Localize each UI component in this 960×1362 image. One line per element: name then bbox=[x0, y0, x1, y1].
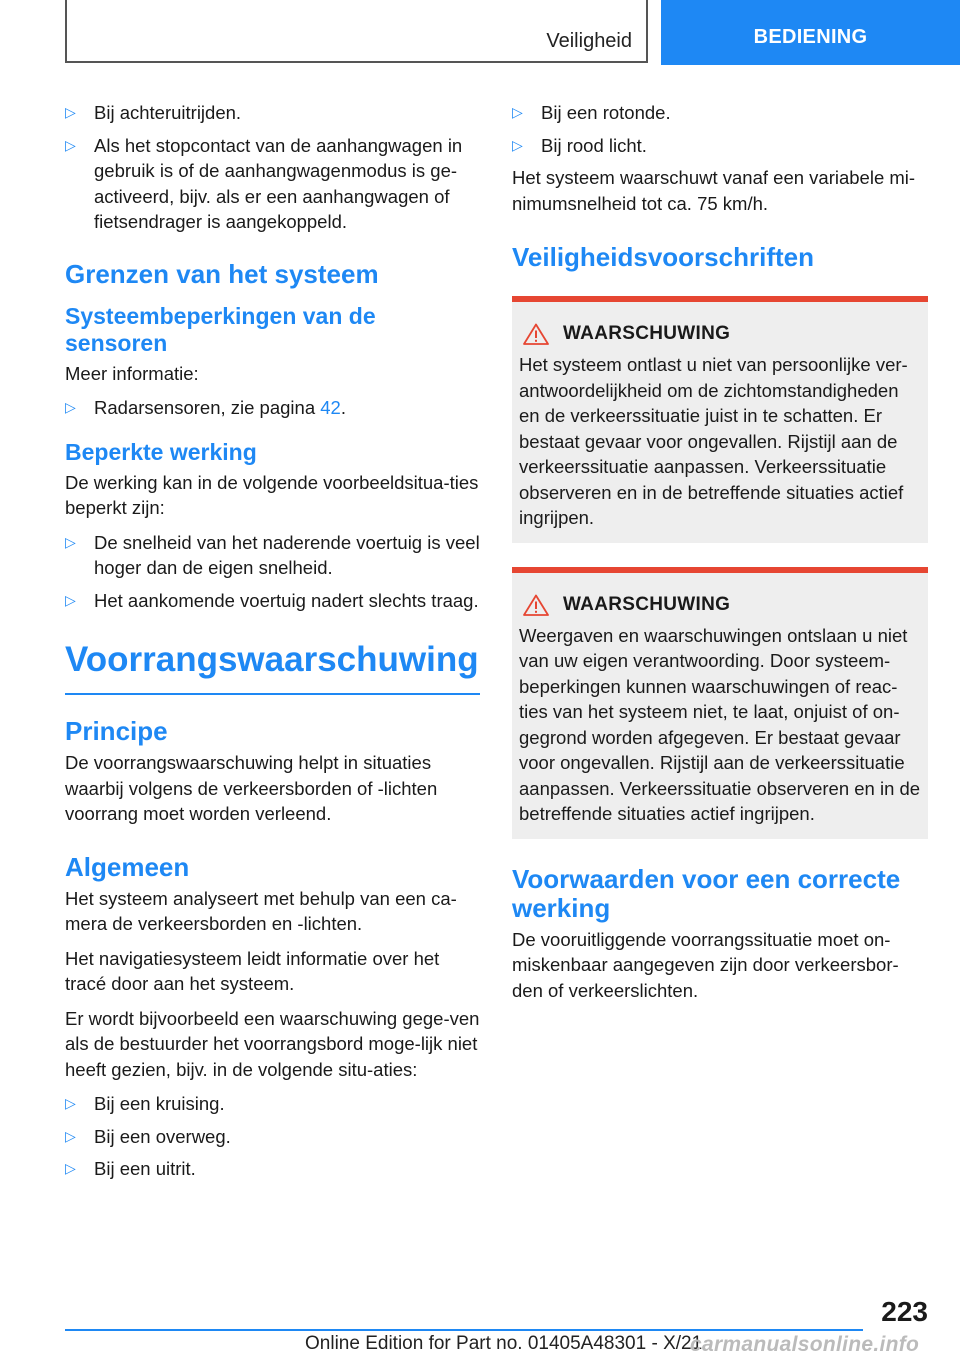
triangle-right-icon: ▷ bbox=[65, 136, 76, 153]
triangle-right-icon: ▷ bbox=[65, 399, 76, 415]
triangle-right-icon: ▷ bbox=[65, 591, 76, 608]
warning-title: WAARSCHUWING bbox=[519, 593, 921, 617]
list-item: ▷ Bij achteruitrijden. bbox=[65, 100, 480, 126]
footer-divider bbox=[65, 1329, 863, 1331]
general-paragraph-2: Het navigatiesysteem leidt informatie over het tracé door aan het systeem. bbox=[65, 947, 440, 994]
list-item: ▷ Het aankomende voertuig nadert slechts traag. bbox=[65, 588, 480, 614]
list-item: ▷ Radarsensoren, zie pagina 42. bbox=[65, 395, 480, 421]
warning-triangle-icon bbox=[523, 594, 549, 616]
general-paragraph-1: Het systeem analyseert met behulp van een ca-mera de verkeersborden en -lichten. bbox=[65, 887, 457, 934]
triangle-right-icon: ▷ bbox=[65, 1160, 76, 1176]
sensor-bullet-list bbox=[65, 395, 480, 421]
warning-text: Weergaven en waarschuwingen ontslaan u niet van uw eigen verantwoording. Door systeem-beperkingen kunnen waarschuwingen of reac-ties van het systeem niet, te laat, onjuist of on-gegrond worden afgegeven. Er bestaat gevaar voor ongevallen. Rijstijl aan de verkeerssituatie aanpassen. Verkeerssituatie observeren en in de betreffende situaties actief ingrijpen. bbox=[519, 624, 921, 824]
list-item: ▷ Bij een rotonde. bbox=[512, 100, 928, 126]
situation-bullet-list bbox=[65, 1091, 480, 1182]
heading-principle: Principe bbox=[65, 716, 168, 746]
triangle-right-icon: ▷ bbox=[65, 104, 76, 120]
principle-text: De voorrangswaarschuwing helpt in situaties waarbij volgens de verkeersborden of -lichten voorrang moet worden verleend. bbox=[65, 752, 438, 824]
header-chapter-title: BEDIENING bbox=[753, 26, 868, 48]
right-column bbox=[512, 100, 928, 1012]
general-paragraph-3: Er wordt bijvoorbeeld een waarschuwing gege-ven als de bestuurder het voorrangsbord moge-lijk niet heeft gezien, bijv. in de volgende situ-aties: bbox=[65, 1007, 480, 1080]
triangle-right-icon: ▷ bbox=[65, 533, 76, 550]
list-item: ▷ Bij een uitrit. bbox=[65, 1156, 480, 1182]
limited-text: De werking kan in de volgende voorbeeldsitua-ties beperkt zijn: bbox=[65, 471, 479, 518]
heading-general: Algemeen bbox=[65, 851, 190, 882]
heading-sensor-limits: Systeembeperkingen van de sensoren bbox=[65, 302, 376, 356]
more-info-text: Meer informatie: bbox=[65, 362, 199, 384]
list-item: ▷ Als het stopcontact van de aanhangwagen in gebruik is of de aanhangwagenmodus is ge-activeerd, bijv. als er een aanhangwagen of fietsendrager is aangekoppeld. bbox=[65, 134, 463, 232]
warning-box bbox=[512, 296, 928, 543]
list-item: ▷ Bij een overweg. bbox=[65, 1124, 480, 1150]
page-link-42[interactable]: 42 bbox=[320, 397, 341, 418]
header-section-box bbox=[65, 0, 648, 63]
warning-box bbox=[512, 567, 928, 839]
page-header bbox=[0, 0, 960, 66]
heading-system-limits: Grenzen van het systeem bbox=[65, 258, 379, 289]
speed-text: Het systeem waarschuwt vanaf een variabele mi-nimumsnelheid tot ca. 75 km/h. bbox=[512, 167, 916, 214]
watermark: carmanualsonline.info bbox=[690, 1333, 920, 1356]
triangle-right-icon: ▷ bbox=[65, 1127, 76, 1144]
list-item: ▷ Bij een kruising. bbox=[65, 1091, 480, 1117]
situation-bullet-list-continued bbox=[512, 100, 928, 158]
heading-safety-instructions: Veiligheidsvoorschriften bbox=[512, 242, 814, 272]
header-chapter-tab bbox=[661, 0, 960, 65]
heading-conditions: Voorwaarden voor een correcte werking bbox=[512, 863, 901, 923]
warning-triangle-icon bbox=[523, 323, 549, 345]
warning-text: Het systeem ontlast u niet van persoonlijke ver-antwoordelijkheid om de zichtomstandigheden en de verkeerssituatie juist in te schatten. Er bestaat gevaar voor ongevallen. Rijstijl aan de verkeerssituatie aanpassen. Verkeerssituatie observeren en in de betreffende situaties actief ingrijpen. bbox=[519, 354, 908, 528]
heading-limited-function: Beperkte werking bbox=[65, 438, 257, 465]
list-item: ▷ De snelheid van het naderende voertuig is veel hoger dan de eigen snelheid. bbox=[65, 531, 480, 578]
page-number: 223 bbox=[881, 1296, 928, 1327]
list-item: ▷ Bij rood licht. bbox=[512, 133, 928, 159]
bullet-list-top bbox=[65, 100, 480, 235]
footer-edition: Online Edition for Part no. 01405A48301 - X/21 bbox=[305, 1333, 703, 1354]
triangle-right-icon: ▷ bbox=[65, 1095, 76, 1111]
warning-title: WAARSCHUWING bbox=[519, 322, 921, 346]
triangle-right-icon: ▷ bbox=[512, 104, 523, 120]
limited-bullet-list bbox=[65, 530, 480, 614]
triangle-right-icon: ▷ bbox=[512, 136, 523, 153]
left-column bbox=[65, 100, 480, 1189]
header-section-title: Veiligheid bbox=[546, 30, 632, 52]
conditions-text: De vooruitliggende voorrangssituatie moet on-miskenbaar aangegeven zijn door verkeersbor-den of verkeerslichten. bbox=[512, 928, 899, 1001]
heading-priority-warning: Voorrangswaarschuwing bbox=[65, 639, 480, 695]
